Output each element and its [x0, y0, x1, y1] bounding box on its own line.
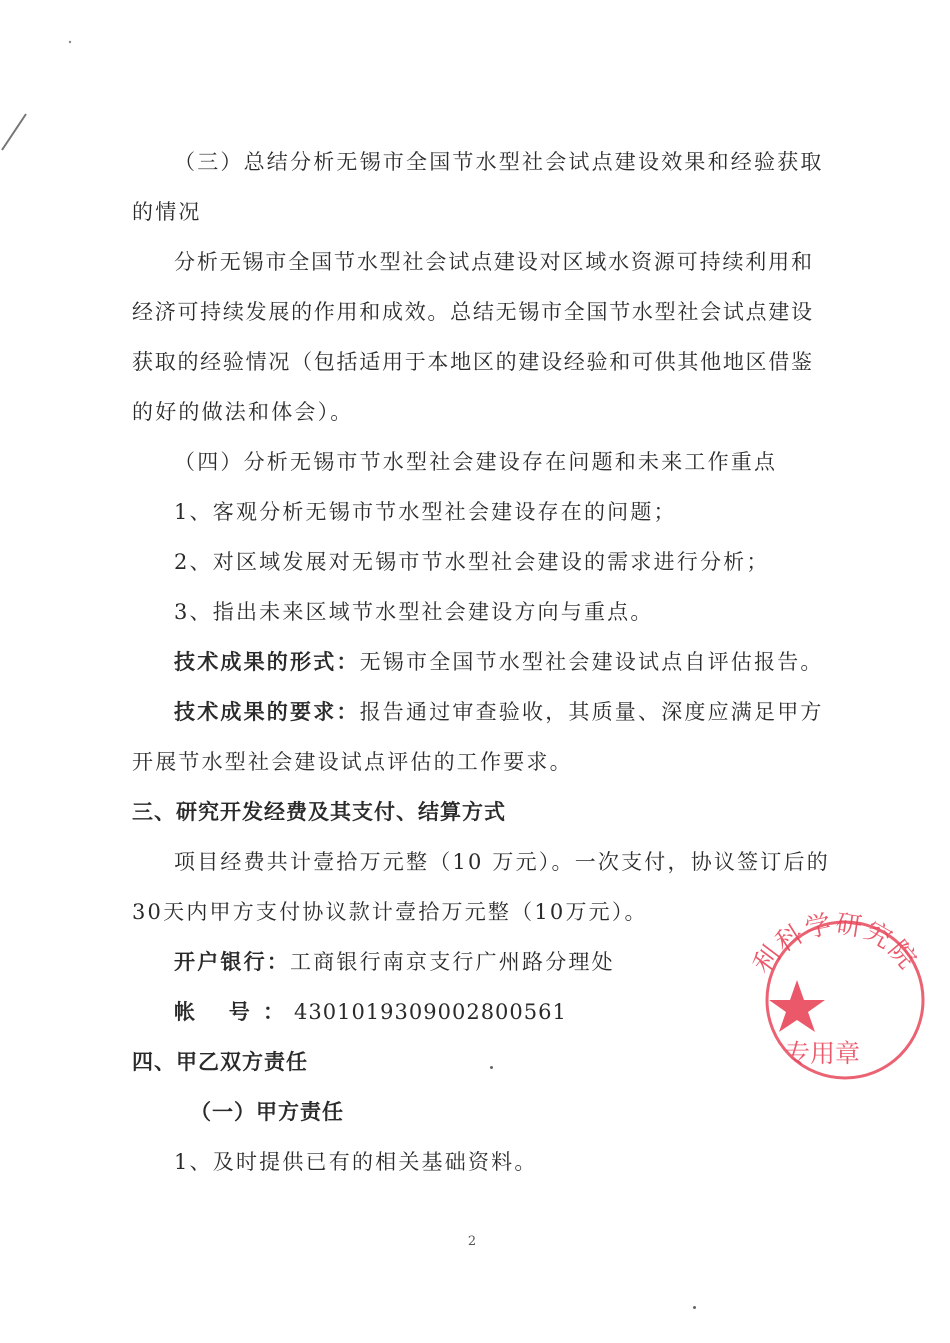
- requirement-label: 技术成果的要求：: [174, 699, 360, 724]
- paragraph-line: 分析无锡市全国节水型社会试点建设对区域水资源可持续利用和: [174, 250, 812, 274]
- svg-text:利科学研究院: [748, 909, 923, 979]
- section-4-heading: 四、甲乙双方责任: [132, 1049, 308, 1074]
- paragraph-line: 经济可持续发展的作用和成效。总结无锡市全国节水型社会试点建设: [132, 300, 812, 324]
- seal-text-top: 利科学研究院: [747, 909, 924, 980]
- requirement-text: 报告通过审查验收，其质量、深度应满足甲方: [359, 700, 824, 724]
- bank-label: 开户银行：: [174, 949, 290, 974]
- scan-speck: [490, 1066, 493, 1069]
- account-value: 4301019309002800561: [294, 1000, 567, 1024]
- scan-speck: [693, 1306, 696, 1309]
- subheading-3-cont: 的情况: [132, 200, 202, 224]
- paragraph-line: 的好的做法和体会）。: [132, 400, 354, 424]
- list-item-1: 1、客观分析无锡市节水型社会建设存在的问题；: [174, 500, 677, 524]
- bank-value: 工商银行南京支行广州路分理处: [290, 950, 615, 974]
- list-item-3: 3、指出未来区域节水型社会建设方向与重点。: [174, 600, 654, 624]
- seal-text-bottom: 专用章: [785, 1039, 861, 1068]
- list-item-a1: 1、及时提供已有的相关基础资料。: [174, 1150, 538, 1174]
- form-line: [174, 647, 824, 677]
- payment-line-2: 30天内甲方支付协议款计壹拾万元整（10万元）。: [132, 900, 648, 924]
- scan-edge-mark: [0, 30, 90, 170]
- page-number: 2: [467, 1234, 477, 1249]
- account-label: 帐 号：: [174, 999, 284, 1024]
- sub-heading-1: （一）甲方责任: [190, 1099, 344, 1124]
- account-line: [174, 997, 812, 1027]
- section-3-heading: 三、研究开发经费及其支付、结算方式: [132, 799, 506, 824]
- subheading-3: （三）总结分析无锡市全国节水型社会试点建设效果和经验获取: [174, 150, 824, 174]
- star-icon: [769, 980, 825, 1032]
- requirement-line: [174, 697, 824, 727]
- payment-line-1: 项目经费共计壹拾万元整（10 万元）。一次支付，协议签订后的: [174, 850, 830, 874]
- form-label: 技术成果的形式：: [174, 649, 360, 674]
- requirement-cont: 开展节水型社会建设试点评估的工作要求。: [132, 750, 573, 774]
- list-item-2: 2、对区域发展对无锡市节水型社会建设的需求进行分析；: [174, 550, 770, 574]
- form-text: 无锡市全国节水型社会建设试点自评估报告。: [359, 650, 824, 674]
- paragraph-line: 获取的经验情况（包括适用于本地区的建设经验和可供其他地区借鉴: [132, 350, 812, 374]
- bank-line: [174, 947, 812, 977]
- official-seal: [735, 880, 925, 1090]
- subheading-4: （四）分析无锡市节水型社会建设存在问题和未来工作重点: [174, 450, 778, 474]
